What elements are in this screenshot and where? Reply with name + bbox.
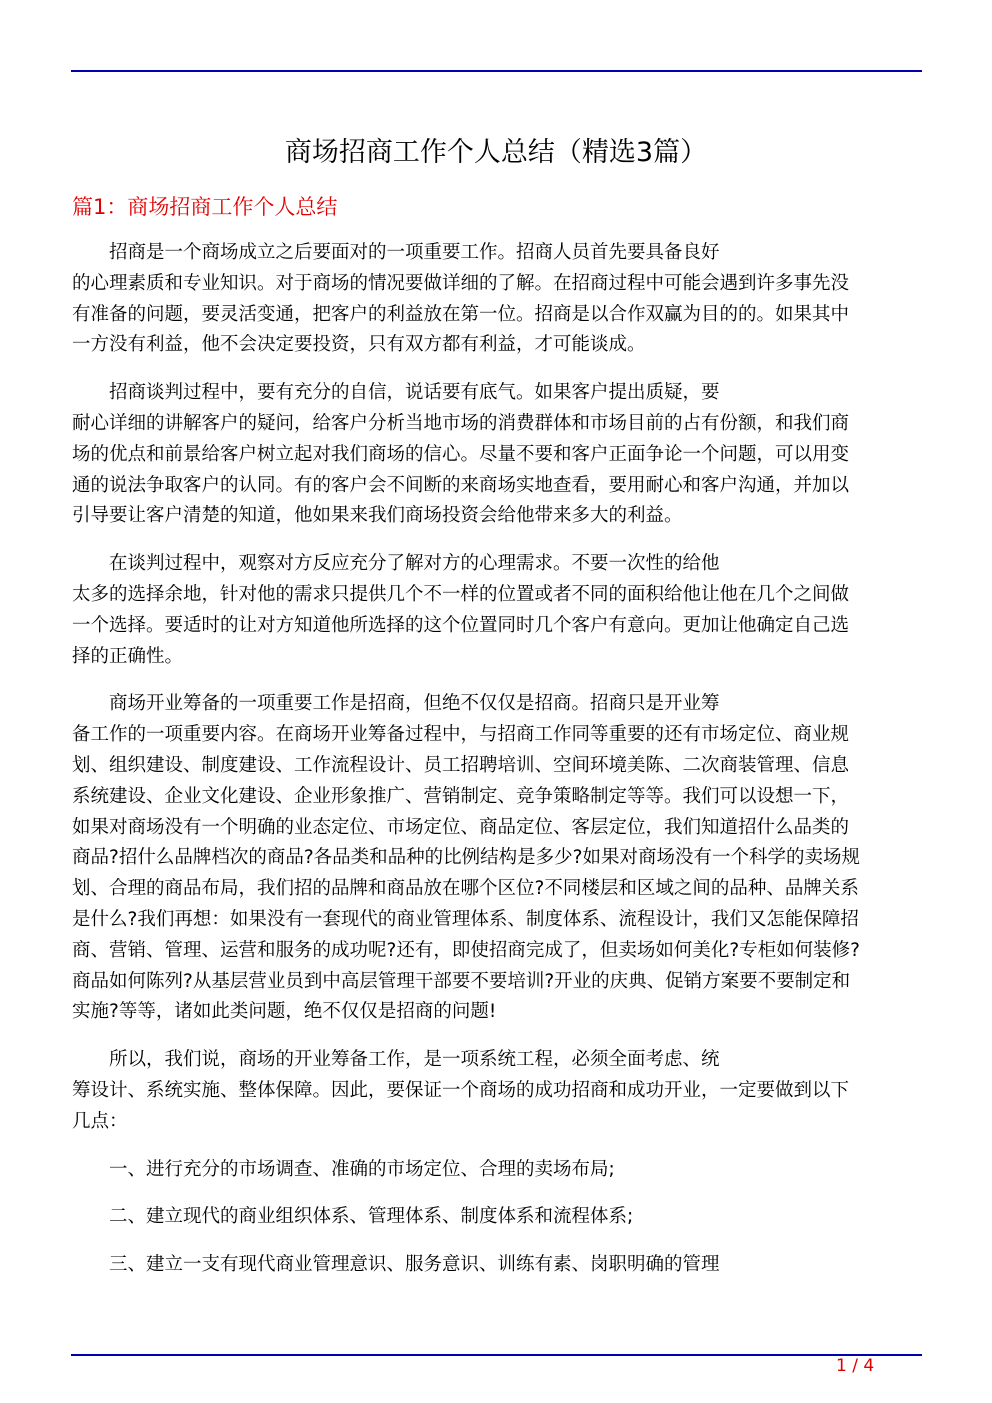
paragraph [72, 1202, 922, 1233]
text-line: 备工作的一项重要内容。在商场开业筹备过程中，与招商工作同等重要的还有市场定位、商业规 [72, 724, 850, 746]
text-line: 商、营销、管理、运营和服务的成功呢?还有，即使招商完成了，但卖场如何美化?专柜如何装修? [72, 939, 860, 961]
paragraph [72, 549, 922, 672]
document-body [72, 238, 922, 1298]
text-line: 系统建设、企业文化建设、企业形象推广、营销制定、竞争策略制定等等。我们可以设想一下， [72, 785, 850, 807]
text-line: 商品?招什么品牌档次的商品?各品类和品种的比例结构是多少?如果对商场没有一个科学的卖场规 [72, 847, 860, 869]
paragraph [72, 238, 922, 361]
text-line: 实施?等等，诸如此类问题，绝不仅仅是招商的问题! [72, 1001, 497, 1023]
text-line: 在谈判过程中，观察对方反应充分了解对方的心理需求。不要一次性的给他 [109, 553, 720, 575]
text-line: 商品如何陈列?从基层营业员到中高层管理干部要不要培训?开业的庆典、促销方案要不要制定和 [72, 970, 851, 992]
text-line: 场的优点和前景给客户树立起对我们商场的信心。尽量不要和客户正面争论一个问题，可以用变 [72, 443, 850, 465]
text-line: 太多的选择余地，针对他的需求只提供几个不一样的位置或者不同的面积给他让他在几个之间做 [72, 583, 850, 605]
text-line: 几点： [72, 1110, 128, 1132]
paragraph [72, 378, 922, 532]
paragraph [72, 1250, 922, 1281]
header-rule [71, 70, 922, 72]
text-line: 所以，我们说，商场的开业筹备工作，是一项系统工程，必须全面考虑、统 [109, 1049, 720, 1071]
text-line: 有准备的问题，要灵活变通，把客户的利益放在第一位。招商是以合作双赢为目的的。如果其中 [72, 303, 850, 325]
text-line: 通的说法争取客户的认同。有的客户会不间断的来商场实地查看，要用耐心和客户沟通，并加以 [72, 474, 850, 496]
document-title: 商场招商工作个人总结（精选3篇） [284, 137, 708, 168]
section-heading: 篇1：商场招商工作个人总结 [72, 195, 338, 219]
text-line: 招商是一个商场成立之后要面对的一项重要工作。招商人员首先要具备良好 [109, 242, 720, 263]
text-line: 的心理素质和专业知识。对于商场的情况要做详细的了解。在招商过程中可能会遇到许多事先没 [72, 272, 850, 294]
page-number: 1 / 4 [836, 1356, 875, 1376]
paragraph [72, 1045, 922, 1137]
text-line: 招商谈判过程中，要有充分的自信，说话要有底气。如果客户提出质疑，要 [109, 382, 720, 404]
footer-rule [71, 1354, 922, 1356]
text-line: 如果对商场没有一个明确的业态定位、市场定位、商品定位、客层定位，我们知道招什么品类的 [72, 816, 850, 838]
text-line: 一、进行充分的市场调查、准确的市场定位、合理的卖场布局; [109, 1158, 615, 1180]
text-line: 划、组织建设、制度建设、工作流程设计、员工招聘培训、空间环境美陈、二次商装管理、信息 [72, 754, 850, 776]
text-line: 是什么?我们再想：如果没有一套现代的商业管理体系、制度体系、流程设计，我们又怎能保障招 [72, 908, 859, 930]
text-line: 引导要让客户清楚的知道，他如果来我们商场投资会给他带来多大的利益。 [72, 505, 683, 527]
text-line: 划、合理的商品布局，我们招的品牌和商品放在哪个区位?不同楼层和区域之间的品种、品牌关系 [72, 878, 859, 900]
text-line: 一个选择。要适时的让对方知道他所选择的这个位置同时几个客户有意向。更加让他确定自己选 [72, 614, 850, 636]
paragraph [72, 689, 922, 1028]
text-line: 三、建立一支有现代商业管理意识、服务意识、训练有素、岗职明确的管理 [109, 1254, 720, 1276]
text-line: 商场开业筹备的一项重要工作是招商，但绝不仅仅是招商。招商只是开业筹 [109, 693, 720, 715]
text-line: 耐心详细的讲解客户的疑问，给客户分析当地市场的消费群体和市场目前的占有份额，和我们商 [72, 412, 850, 434]
paragraph [72, 1155, 922, 1186]
text-line: 二、建立现代的商业组织体系、管理体系、制度体系和流程体系; [109, 1206, 634, 1228]
text-line: 一方没有利益，他不会决定要投资，只有双方都有利益，才可能谈成。 [72, 334, 646, 356]
text-line: 筹设计、系统实施、整体保障。因此，要保证一个商场的成功招商和成功开业，一定要做到以下 [72, 1079, 850, 1101]
text-line: 择的正确性。 [72, 645, 184, 667]
